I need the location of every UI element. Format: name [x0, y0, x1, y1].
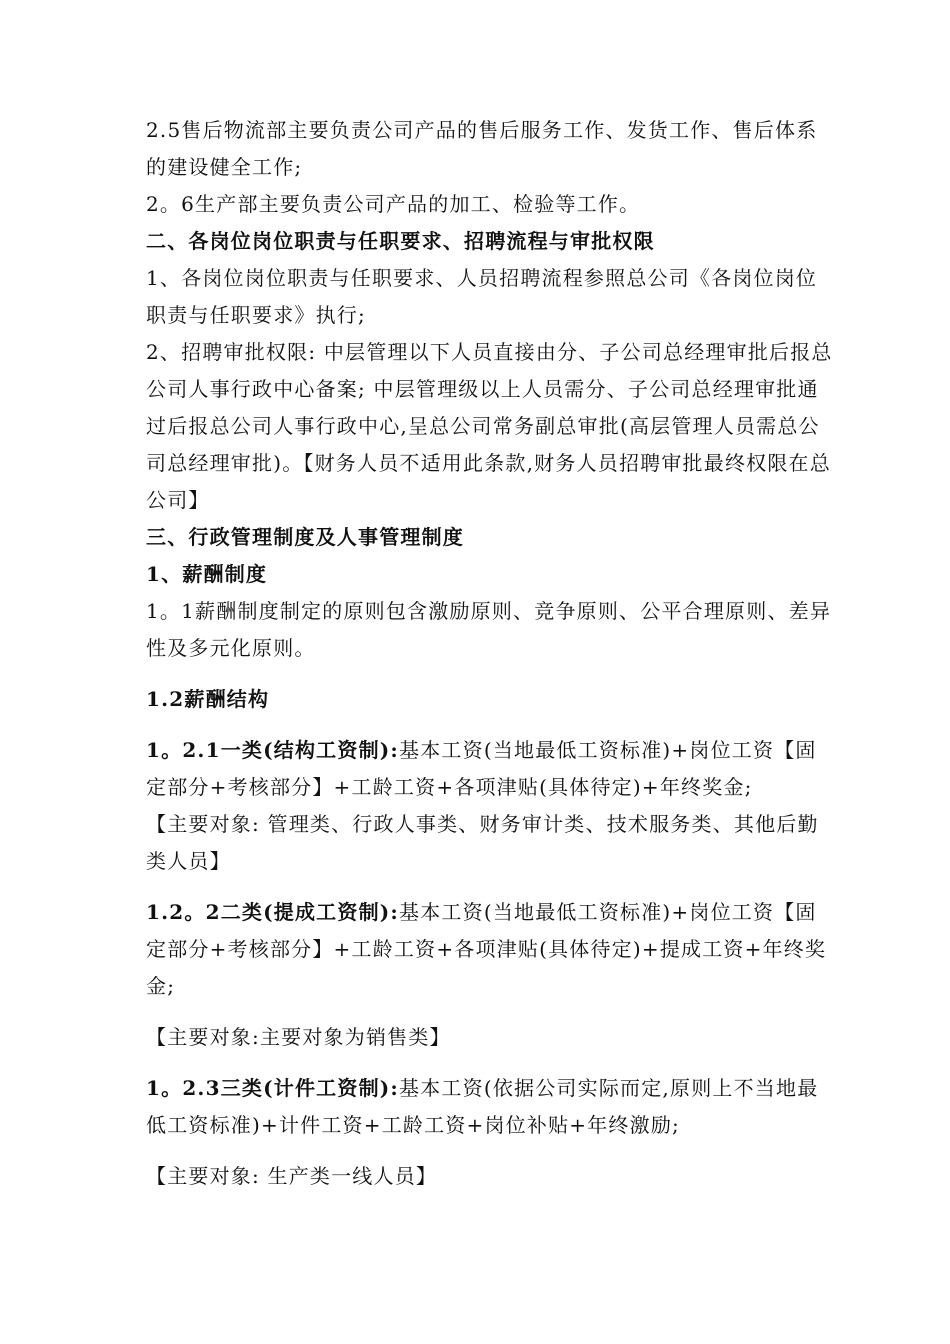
- document-page: [146, 112, 836, 1195]
- subsection-heading-salary: 1、薪酬制度: [146, 562, 268, 586]
- paragraph-approval-authority: 2、招聘审批权限: 中层管理以下人员直接由分、子公司总经理审批后报总公司人事行政中心备案; 中层管理级以上人员需分、子公司总经理审批通过后报总公司人事行政中心,呈总公司常务副总审批(高层管理人员需总公司总经理审批)。【财务人员不适用此条款,财务人员招聘审批最终权限在总公司】: [146, 340, 833, 512]
- paragraph-salary-principles: 1。1薪酬制度制定的原则包含激励原则、竞争原则、公平合理原则、差异性及多元化原则。: [146, 599, 832, 660]
- salary-item-3-target: 【主要对象: 生产类一线人员】: [146, 1164, 438, 1188]
- section-heading-2: 二、各岗位岗位职责与任职要求、招聘流程与审批权限: [146, 229, 655, 253]
- paragraph-after-sales: 2.5售后物流部主要负责公司产品的售后服务工作、发货工作、售后体系的建设健全工作;: [146, 118, 818, 179]
- salary-item-1-text: 基本工资(当地最低工资标准)+岗位工资【固定部分+考核部分】+工龄工资+各项津贴(具体待定)+年终奖金;: [146, 738, 817, 799]
- salary-item-3-text: 基本工资(依据公司实际而定,原则上不当地最低工资标准)+计件工资+工龄工资+岗位补贴+年终激励;: [146, 1076, 819, 1137]
- salary-item-3-label: 1。2.3三类(计件工资制):: [146, 1076, 400, 1100]
- salary-item-2-label: 1.2。2二类(提成工资制):: [146, 900, 400, 924]
- paragraph-job-duties: 1、各岗位岗位职责与任职要求、人员招聘流程参照总公司《各岗位岗位职责与任职要求》执行;: [146, 266, 818, 327]
- paragraph-production: 2。6生产部主要负责公司产品的加工、检验等工作。: [146, 192, 641, 216]
- salary-item-2: [146, 894, 836, 1005]
- salary-item-1-label: 1。2.1一类(结构工资制):: [146, 738, 400, 762]
- salary-item-1: [146, 732, 836, 806]
- subsection-heading-salary-structure: 1.2薪酬结构: [146, 687, 270, 711]
- salary-item-2-text: 基本工资(当地最低工资标准)+岗位工资【固定部分+考核部分】+工龄工资+各项津贴(具体待定)+提成工资+年终奖金;: [146, 900, 827, 998]
- salary-item-2-target: 【主要对象:主要对象为销售类】: [146, 1025, 451, 1049]
- salary-item-3: [146, 1070, 836, 1144]
- salary-item-1-target: 【主要对象: 管理类、行政人事类、财务审计类、技术服务类、其他后勤类人员】: [146, 812, 819, 873]
- section-heading-3: 三、行政管理制度及人事管理制度: [146, 525, 464, 549]
